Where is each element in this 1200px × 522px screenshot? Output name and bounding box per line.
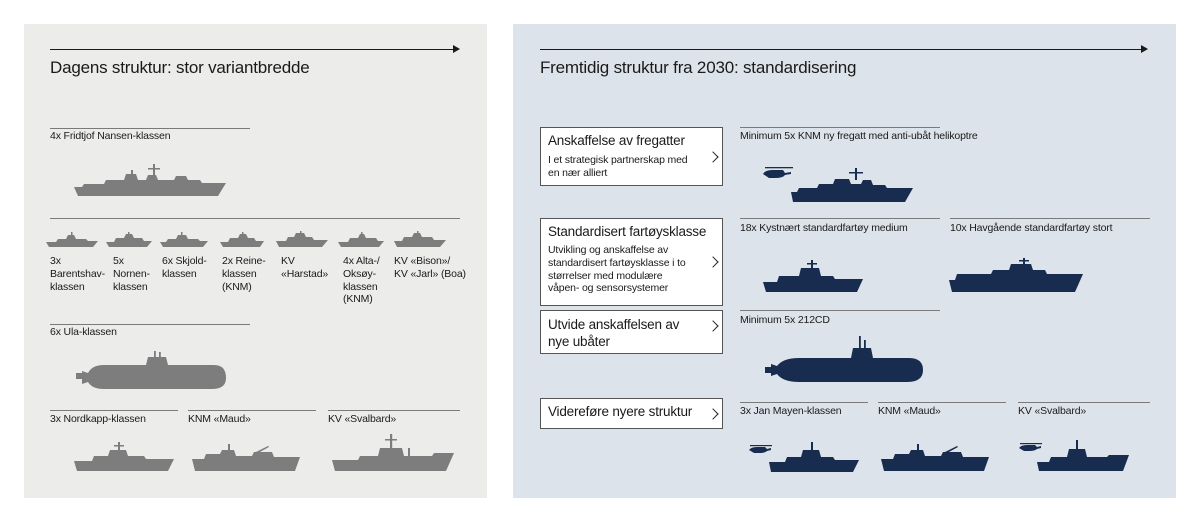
label-nornen: 5x Nornen- klassen [113,255,150,293]
section-rule [328,410,460,411]
coastguard-ship-icon [276,231,328,248]
section-rule [50,128,250,129]
corvette-icon [160,232,208,248]
support-ship-icon [192,444,300,472]
strategy-box-standard-vessel[interactable] [540,218,723,306]
submarine-silhouette-icon [74,351,226,391]
strategy-box-continue[interactable] [540,398,723,429]
section-rule [1018,402,1150,403]
section-rule [188,410,316,411]
chevron-right-icon [707,256,718,267]
label-jan-mayen: 3x Jan Mayen-klassen [740,405,842,417]
chevron-right-icon [707,151,718,162]
section-rule [50,410,178,411]
label-skjold: 6x Skjold- klassen [162,255,207,280]
label-reine: 2x Reine- klassen (KNM) [222,255,266,293]
label-bison-jarl: KV «Bison»/ KV «Jarl» (Boa) [394,255,466,280]
label-maud: KNM «Maud» [188,413,251,425]
chevron-right-icon [707,320,718,331]
frigate-silhouette-icon [74,162,226,200]
section-rule [50,324,250,325]
label-harstad: KV «Harstad» [281,255,329,280]
patrol-ship-icon [46,232,98,248]
section-rule [740,127,940,128]
label-fridtjof-nansen: 4x Fridtjof Nansen-klassen [50,130,171,142]
label-ocean-vessel: 10x Havgående standardfartøy stort [950,222,1113,234]
patrol-ship-icon [106,232,152,248]
support-ship-icon [881,444,989,472]
coastguard-ship-icon [74,442,174,472]
panel-title-future: Fremtidig struktur fra 2030: standardisering [540,58,857,77]
box-description: I et strategisk partnerskap med en nær alliert [548,154,688,179]
strategy-box-submarines[interactable] [540,310,723,354]
panel-title-current: Dagens struktur: stor variantbredde [50,58,310,77]
strategy-box-frigates[interactable] [540,127,723,186]
svalbard-with-helicopter-icon [1019,440,1129,472]
jan-mayen-with-helicopter-icon [749,442,859,474]
timeline-arrow [50,49,458,50]
icebreaker-ship-icon [332,434,454,472]
box-title: Videreføre nyere struktur [548,404,693,419]
section-rule [740,402,868,403]
label-barentshav: 3x Barentshav- klassen [50,255,105,293]
label-212cd: Minimum 5x 212CD [740,314,830,326]
label-nordkapp: 3x Nordkapp-klassen [50,413,146,425]
box-title: Utvide anskaffelsen av nye ubåter [548,317,680,349]
future-structure-panel [513,24,1176,498]
label-svalbard-future: KV «Svalbard» [1018,405,1087,417]
label-ula: 6x Ula-klassen [50,326,117,338]
coastal-standard-vessel-icon [763,260,863,294]
label-coastal-vessel: 18x Kystnært standardfartøy medium [740,222,908,234]
timeline-arrow [540,49,1146,50]
submarine-212cd-icon [763,334,923,384]
patrol-ship-icon [220,232,264,248]
coastguard-ship-icon [394,231,446,248]
section-rule [878,402,1006,403]
section-rule [950,218,1150,219]
section-rule [50,218,460,219]
chevron-right-icon [707,408,718,419]
box-title: Standardisert fartøysklasse [548,224,707,239]
current-structure-panel [24,24,487,498]
box-title: Anskaffelse av fregatter [548,133,685,148]
section-rule [740,218,940,219]
ocean-standard-vessel-icon [949,258,1083,294]
section-rule [740,310,940,311]
label-maud-future: KNM «Maud» [878,405,941,417]
label-svalbard: KV «Svalbard» [328,413,397,425]
box-description: Utvikling og anskaffelse av standardisert fartøysklasse i to størrelser med modulære våpen- og sensorsystemer [548,244,686,295]
label-alta-oksoy: 4x Alta-/ Oksøy- klassen (KNM) [343,255,380,306]
label-new-frigate: Minimum 5x KNM ny fregatt med anti-ubåt helikoptre [740,130,978,142]
minesweeper-icon [338,232,384,248]
frigate-with-helicopter-icon [763,166,913,206]
